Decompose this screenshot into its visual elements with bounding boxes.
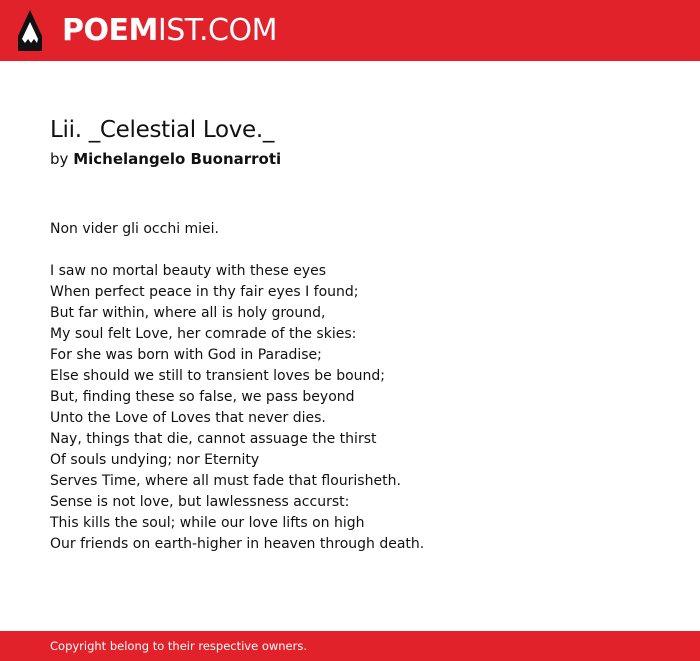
poem-body — [50, 219, 424, 555]
poem-line: This kills the soul; while our love lifts on high — [50, 515, 365, 531]
pencil-tip-icon[interactable] — [18, 10, 42, 51]
by-label: by — [50, 150, 69, 168]
poem-line: When perfect peace in thy fair eyes I found; — [50, 284, 359, 300]
brand-light: IST.COM — [157, 13, 277, 48]
author-name: Michelangelo Buonarroti — [73, 150, 282, 168]
poem-line: Of souls undying; nor Eternity — [50, 452, 260, 468]
brand-bold: POEM — [62, 13, 158, 48]
byline — [50, 150, 281, 168]
copyright-text: Copyright belong to their respective owners. — [50, 639, 308, 653]
poem-line: Serves Time, where all must fade that flourisheth. — [50, 473, 401, 489]
poem-line: But far within, where all is holy ground, — [50, 305, 326, 321]
site-logo-text[interactable] — [62, 11, 277, 51]
poem-line: Non vider gli occhi miei. — [50, 221, 220, 237]
poem-line: I saw no mortal beauty with these eyes — [50, 263, 327, 279]
stanza-break — [50, 240, 424, 261]
poem-line: But, finding these so false, we pass beyond — [50, 389, 355, 405]
poem-line: Sense is not love, but lawlessness accurst: — [50, 494, 350, 510]
poem-title: Lii. _Celestial Love._ — [50, 117, 275, 143]
poem-line: My soul felt Love, her comrade of the skies: — [50, 326, 357, 342]
poem-line: Nay, things that die, cannot assuage the thirst — [50, 431, 377, 447]
site-header — [0, 0, 700, 61]
poem-line: Unto the Love of Loves that never dies. — [50, 410, 326, 426]
poem-line: Else should we still to transient loves be bound; — [50, 368, 386, 384]
poem-line: For she was born with God in Paradise; — [50, 347, 322, 363]
poem-line: Our friends on earth-higher in heaven through death. — [50, 536, 425, 552]
site-footer — [0, 631, 700, 661]
